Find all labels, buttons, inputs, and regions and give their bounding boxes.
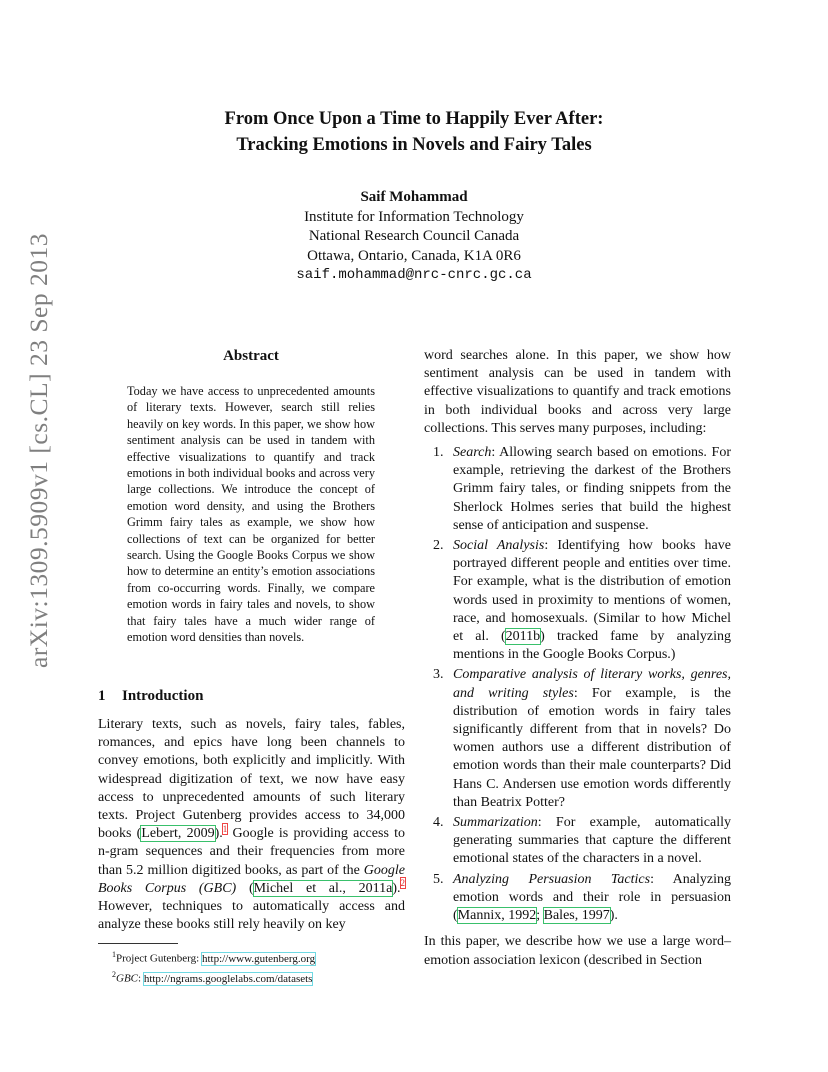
list-number: 4. (433, 815, 444, 831)
list-item-text: : For example, automatically generating summaries that capture the different emotional states of the characters in a novel. (453, 815, 731, 867)
footnote-2 (112, 967, 315, 987)
author-block (0, 188, 828, 286)
list-item (424, 871, 731, 926)
footnote-number: 1 (112, 950, 116, 959)
arxiv-identifier: arXiv:1309.5909v1 [cs.CL] 23 Sep 2013 (24, 233, 53, 668)
list-item-text: ). (609, 908, 618, 924)
citation-link[interactable]: Michel et al., 2011a (253, 880, 393, 896)
url-link[interactable]: http://www.gutenberg.org (201, 952, 316, 965)
intro-text: However, techniques to automatically access and analyze these books still rely heavily on key (98, 899, 405, 933)
page-title (0, 106, 828, 158)
list-number: 3. (433, 667, 444, 683)
title-line-1: From Once Upon a Time to Happily Ever After: (224, 109, 604, 129)
author-name: Saif Mohammad (360, 189, 468, 205)
author-affiliation-1: Institute for Information Technology (304, 208, 524, 225)
list-number: 5. (433, 871, 444, 887)
author-address: Ottawa, Ontario, Canada, K1A 0R6 (307, 247, 521, 264)
list-item-text: : Allowing search based on emotions. For example, retrieving the darkest of the Brothers Grimm fairy tales, or finding snippets from the Sherlock Holmes series that build the highest sense of anticipation and suspense. (453, 445, 731, 533)
list-number: 2. (433, 538, 444, 554)
list-item-label: Social Analysis (453, 538, 545, 554)
intro-text: ). (214, 826, 223, 842)
citation-link[interactable]: Mannix, 1992 (457, 908, 537, 924)
list-item (424, 444, 731, 535)
list-item-text: ) tracked fame by analyzing mentions in the Google Books Corpus.) (453, 629, 731, 663)
abstract-text: Today we have access to unprecedented amounts of literary texts. However, search still relies heavily on key words. In this paper, we show how sentiment analysis can be used in tandem with effective visualizations to quantify and track emotions in both individual books and across very large collections. We introduce the concept of emotion word density, and using the Brothers Grimm fairy tales as example, we show how collections of text can be organized for better search. Using the Google Books Corpus we show how to determine an entity’s emotion associations from co-occurring words. Finally, we compare emotion words in fairy tales and novels, to show that fairy tales have a much wider range of emotion word densities than novels. (127, 384, 375, 645)
footnotes (112, 947, 315, 987)
footnote-divider (98, 943, 178, 944)
title-line-2: Tracking Emotions in Novels and Fairy Tales (236, 135, 592, 155)
paragraph: word searches alone. In this paper, we show how sentiment analysis can be used in tandem with effective visualizations to quantify and track emotions in both individual books and across very large collections. This serves many purposes, including: (424, 348, 731, 436)
list-item-label: Search (453, 445, 492, 461)
footnote-ref-link[interactable]: 2 (400, 878, 405, 889)
section-heading-introduction (98, 688, 203, 705)
intro-text: Literary texts, such as novels, fairy tales, fables, romances, and epics have long been channels to convey emotions, both explicitly and implicitly. With widespread digitization of text, we now have easy access to unprecedented amounts of such literary texts. Project Gutenberg provides access to 34,000 books ( (98, 717, 405, 842)
abstract-heading: Abstract (223, 348, 279, 364)
list-item-text: : For example, is the distribution of emotion words in fairy tales significantly different from that in novels? Do women authors use a different distribution of emotion words than their male counterparts? Did Hans C. Andersen use emotion words differently than Beatrix Potter? (453, 685, 732, 810)
list-item-label: Analyzing Persuasion Tactics (453, 871, 651, 887)
footnote-label: GBC (116, 972, 138, 985)
list-item-text: : Identifying how books have portrayed different people and entities over time. For example, what is the distribution of emotion words used in proximity to mentions of women, race, and homosexuals. (Similar to how Michel et al. ( (453, 538, 731, 645)
list-item (424, 814, 731, 869)
list-item-label: Summarization (453, 815, 538, 831)
citation-link[interactable]: Bales, 1997 (543, 908, 610, 924)
intro-text: Google is providing access to n-gram sequences and their frequencies from more than 5.2 million digitized books, as part of the (98, 826, 405, 878)
citation-link[interactable]: Lebert, 2009 (141, 826, 215, 842)
list-item-text: ; (536, 908, 544, 924)
list-item-text: : Analyzing emotion words and their role in persuasion ( (453, 871, 731, 924)
intro-text: ( (236, 880, 254, 896)
footnote-ref-link[interactable]: 1 (222, 823, 228, 834)
url-link[interactable]: http://ngrams.googlelabs.com/datasets (143, 972, 313, 985)
right-column (424, 347, 731, 970)
footnote-text: : (138, 972, 144, 985)
list-item-label: Comparative analysis of literary works, genres, and writing styles (453, 667, 731, 701)
footnote-text: Project Gutenberg: (116, 952, 202, 965)
list-item (424, 666, 731, 812)
intro-text-italic: Google Books Corpus (GBC) (98, 862, 405, 896)
footnote-1 (112, 947, 315, 967)
numbered-list (424, 444, 731, 925)
list-item (424, 537, 731, 664)
citation-link[interactable]: 2011b (505, 629, 541, 645)
intro-paragraph (98, 716, 405, 934)
intro-text: ). (392, 880, 401, 896)
author-affiliation-2: National Research Council Canada (308, 228, 520, 244)
section-title: Introduction (122, 688, 204, 704)
footnote-number: 2 (112, 970, 116, 980)
section-number: 1 (98, 688, 106, 704)
list-number: 1. (433, 445, 444, 461)
paragraph: In this paper, we describe how we use a large word–emotion association lexicon (described in Section (424, 934, 731, 968)
author-email[interactable]: saif.mohammad@nrc-cnrc.gc.ca (296, 267, 532, 283)
